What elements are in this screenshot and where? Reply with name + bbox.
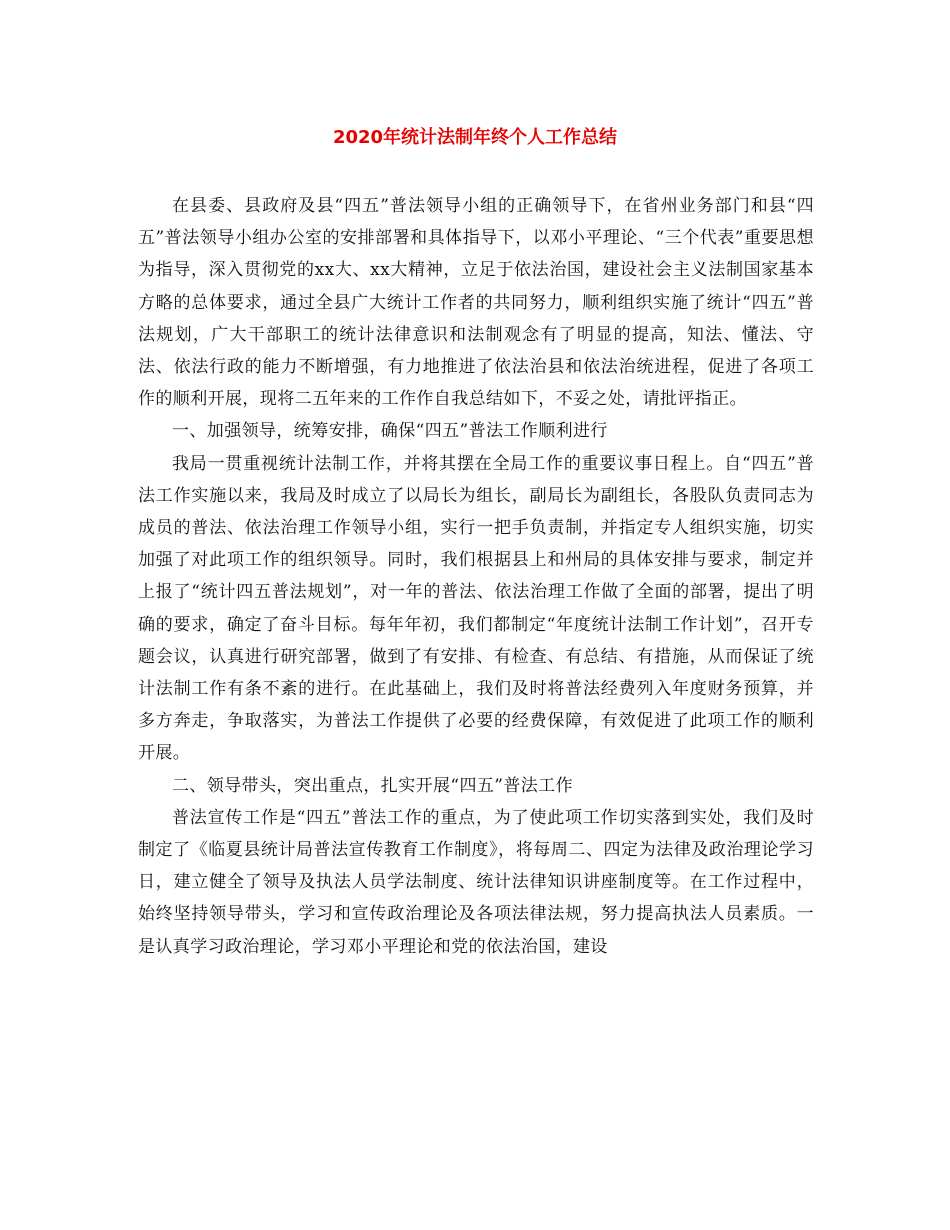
document-title: 2020年统计法制年终个人工作总结 [332,127,618,148]
paragraph-intro: 在县委、县政府及县“四五”普法领导小组的正确领导下，在省州业务部门和县“四五”普法领导小组办公室的安排部署和具体指导下，以邓小平理论、“三个代表”重要思想为指导，深入贯彻党的xx大、xx大精神，立足于依法治国，建设社会主义法制国家基本方略的总体要求，通过全县广大统计工作者的共同努力，顺利组织实施了统计“四五”普法规划，广大干部职工的统计法律意识和法制观念有了明显的提高，知法、懂法、守法、依法行政的能力不断增强，有力地推进了依法治县和依法治统进程，促进了各项工作的顺利开展，现将二五年来的工作作自我总结如下，不妥之处，请批评指正。 [138,196,814,410]
paragraph-section-2: 普法宣传工作是“四五”普法工作的重点，为了使此项工作切实落到实处，我们及时制定了《临夏县统计局普法宣传教育工作制度》，将每周二、四定为法律及政治理论学习日，建立健全了领导及执法人员学法制度、统计法律知识讲座制度等。在工作过程中，始终坚持领导带头，学习和宣传政治理论及各项法律法规，努力提高执法人员素质。一是认真学习政治理论，学习邓小平理论和党的依法治国，建设 [138,807,814,957]
section-heading-1: 一、加强领导，统筹安排，确保“四五”普法工作顺利进行 [172,421,608,442]
document-body [138,190,814,963]
section-heading-2: 二、领导带头，突出重点，扎实开展“四五”普法工作 [172,775,573,796]
paragraph-section-1: 我局一贯重视统计法制工作，并将其摆在全局工作的重要议事日程上。自“四五”普法工作实施以来，我局及时成立了以局长为组长，副局长为副组长，各股队负责同志为成员的普法、依法治理工作领导小组，实行一把手负责制，并指定专人组织实施，切实加强了对此项工作的组织领导。同时，我们根据县上和州局的具体安排与要求，制定并上报了“统计四五普法规划”，对一年的普法、依法治理工作做了全面的部署，提出了明确的要求，确定了奋斗目标。每年年初，我们都制定“年度统计法制工作计划”，召开专题会议，认真进行研究部署，做到了有安排、有检查、有总结、有措施，从而保证了统计法制工作有条不紊的进行。在此基础上，我们及时将普法经费列入年度财务预算，并多方奔走，争取落实，为普法工作提供了必要的经费保障，有效促进了此项工作的顺利开展。 [138,453,814,764]
